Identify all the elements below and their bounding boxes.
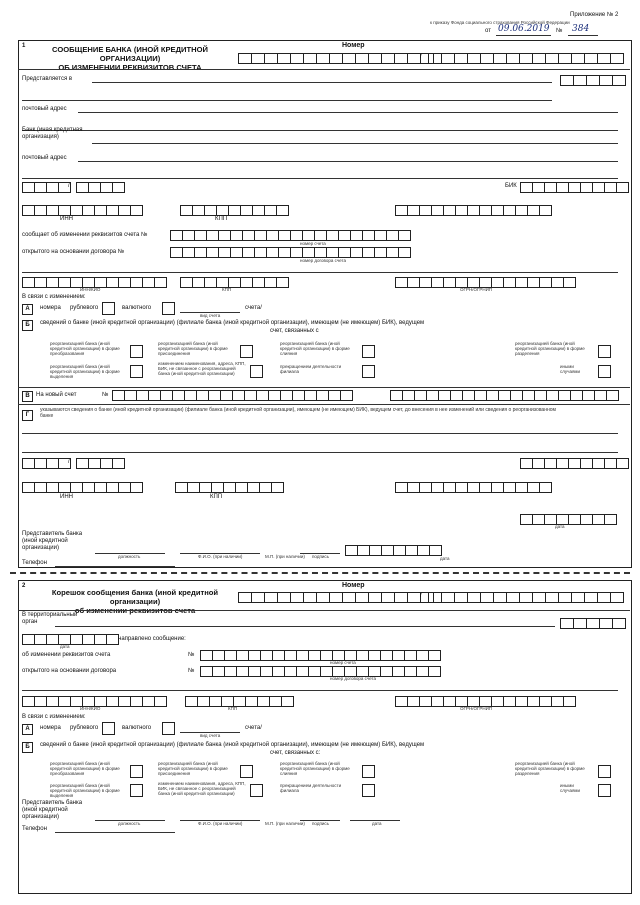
section2-phone-label: Телефон bbox=[22, 826, 47, 832]
section2-ruble-checkbox[interactable] bbox=[102, 722, 115, 735]
rename-checkbox[interactable] bbox=[250, 365, 263, 378]
contract-number-boxes[interactable] bbox=[170, 247, 411, 258]
account-number-boxes[interactable] bbox=[170, 230, 411, 241]
section1-number-boxes[interactable] bbox=[238, 53, 434, 64]
section2-title: Корешок сообщения банка (иной кредитной организации) об изменении реквизитов счета bbox=[51, 588, 219, 616]
phone-line[interactable] bbox=[55, 566, 175, 567]
section2-closed-checkbox[interactable] bbox=[362, 784, 375, 797]
section2-representative-label: Представитель банка (иной кредитной организации) bbox=[22, 800, 83, 820]
closed-checkbox[interactable] bbox=[362, 365, 375, 378]
message-change-label: сообщает об изменении реквизитов счета № bbox=[22, 232, 148, 238]
appendix-number-label: № bbox=[556, 28, 563, 34]
section2-reorg-4-checkbox[interactable] bbox=[598, 765, 611, 778]
appendix-date: 09.06.2019 bbox=[498, 24, 550, 34]
phone-label: Телефон bbox=[22, 560, 47, 566]
appendix-label: Приложение № 2 bbox=[570, 12, 619, 18]
kpp-boxes[interactable] bbox=[180, 205, 289, 216]
postal-address-line[interactable] bbox=[78, 112, 618, 113]
section2-phone-line[interactable] bbox=[55, 832, 175, 833]
reorg-5-checkbox[interactable] bbox=[130, 365, 143, 378]
g-inn-boxes[interactable] bbox=[22, 482, 143, 493]
territorial-label: В территориальный орган bbox=[22, 612, 78, 625]
form-page: Приложение № 2 к приказу Фонда социального страхования Российской Федерации от 09.06.2019 № 384 1 СООБЩЕНИЕ БАНКА (ИНОЙ КРЕДИТНОЙ ОРГАНИЗАЦИИ) ОБ ИЗМЕНЕНИИ РЕКВИЗИТОВ СЧЕТА Номер / Представляется в почтовый адрес Банк (иная кредитная организация) почтовый адрес / БИК ИНН КПП сообщает об изменении реквизитов счета № номер счета открытого на основании договора № номер договора счета ИНН/КИО КПП ОГРН/ОГРНИП В связи с изменением: А номера рублевого валютного счета/ вид счета Б сведений о банке (иной кредитной организации) (филиале банка (иной кредитной организации), имеющем (не имеющем) БИК), ведущем счет, связанных с реорганизацией банка (иной кредитной организации) в форме преобразования реорганизацией банка (иной кредитной организации) в форме присоединения реорганизацией банка (иной кредитной организации) в форме слияния реорганизацией банка (иной кредитной организации) в форме разделения реорганизацией банка (иной кредитной организации) в форме выделения изменением наименования, адреса, КПП, БИК, не связанное с реорганизацией банка (иной кредитной организации) прекращением деятельности филиала иными случаями В На новый счет № Г указываются сведения о банке (иной кредитной организации) (филиале банка (иной кредитной организации), имеющем (не имеющем) БИК), ведущем счет, до внесения в нее изменений или сведения о реорганизованном банке / ИНН КПП дата Представитель банка (иной кредитной организации) должность Ф.И.О. (при наличии) М.П. (при наличии) подпись дата Телефон 2 Корешок сообщения банка (иной кредитной организации) об изменении реквизитов счета Номер / В территориальный орган дата направлено сообщение: об изменении реквизитов счета № номер счета открытого на основании договора № номер договора счета ИНН/КИО КПП ОГРН/ОГРНИП В связи с изменением: А номера рублевого валютного счета/ вид счета Б сведений о банке (иной кредитной организации) (филиале банка (иной кредитной организации), имеющем (не имеющем) БИК), ведущем счет, связанных с: реорганизацией банка (иной кредитной организации) в форме преобразования реорганизацией банка (иной кредитной организации) в форме присоединения реорганизацией банка (иной кредитной организации) в форме слияния реорганизацией банка (иной кредитной организации) в форме разделения реорганизацией банка (иной кредитной организации) в форме выделения изменением наименования, адреса, КПП, БИК, не связанное с реорганизацией банка (иной кредитной организации) прекращением деятельности филиала иными случаями Представитель банка (иной кредитной организации) должность Ф.И.О. (при наличии) М.П. (при наличии) подпись дата Телефон bbox=[0, 0, 640, 905]
other-checkbox[interactable] bbox=[598, 365, 611, 378]
presented-to-line[interactable] bbox=[92, 82, 552, 83]
reorg-1-checkbox[interactable] bbox=[130, 345, 143, 358]
new-contract-boxes[interactable] bbox=[390, 390, 619, 401]
new-account-boxes[interactable] bbox=[112, 390, 353, 401]
bik-boxes[interactable] bbox=[520, 182, 629, 193]
reg-number-boxes[interactable] bbox=[22, 182, 71, 193]
g-kpp-boxes[interactable] bbox=[175, 482, 284, 493]
territorial-code-boxes[interactable] bbox=[560, 75, 626, 86]
reg-number-suffix-boxes[interactable] bbox=[76, 182, 125, 193]
appendix-from-label: от bbox=[485, 28, 491, 34]
g-reg-suffix-boxes[interactable] bbox=[76, 458, 125, 469]
client-kpp-boxes[interactable] bbox=[180, 277, 289, 288]
g-reg-boxes[interactable] bbox=[22, 458, 71, 469]
reorg-2-checkbox[interactable] bbox=[240, 345, 253, 358]
reorg-3-checkbox[interactable] bbox=[362, 345, 375, 358]
section2-rename-checkbox[interactable] bbox=[250, 784, 263, 797]
section2-contract-boxes[interactable] bbox=[200, 666, 441, 677]
section2-date-boxes[interactable] bbox=[22, 634, 119, 645]
section1-number-label: Номер bbox=[342, 42, 365, 49]
section2-reorg-2-checkbox[interactable] bbox=[240, 765, 253, 778]
section2-number-boxes[interactable] bbox=[238, 592, 434, 603]
presented-to-label: Представляется в bbox=[22, 76, 73, 82]
reorg-4-checkbox[interactable] bbox=[598, 345, 611, 358]
rep-date-boxes[interactable] bbox=[345, 545, 442, 556]
section2-currency-checkbox[interactable] bbox=[162, 722, 175, 735]
section2-reorg-1-checkbox[interactable] bbox=[130, 765, 143, 778]
ogrn-boxes[interactable] bbox=[395, 205, 552, 216]
ruble-checkbox[interactable] bbox=[102, 302, 115, 315]
section2-reorg-3-checkbox[interactable] bbox=[362, 765, 375, 778]
section2-territorial-code-boxes[interactable] bbox=[560, 618, 626, 629]
section1-title: СООБЩЕНИЕ БАНКА (ИНОЙ КРЕДИТНОЙ ОРГАНИЗАЦИИ) ОБ ИЗМЕНЕНИИ РЕКВИЗИТОВ СЧЕТА bbox=[52, 45, 208, 73]
appendix-number: 384 bbox=[572, 24, 590, 34]
bank-name-line[interactable] bbox=[92, 143, 618, 144]
bank-label: Банк (иная кредитная организация) bbox=[22, 127, 83, 140]
g-date-boxes[interactable] bbox=[520, 514, 617, 525]
section2-other-checkbox[interactable] bbox=[598, 784, 611, 797]
postal-address-label: почтовый адрес bbox=[22, 106, 67, 112]
section2-number-suffix-boxes[interactable] bbox=[428, 592, 624, 603]
opened-on-contract-label: открытого на основании договора № bbox=[22, 249, 125, 255]
section2-account-boxes[interactable] bbox=[200, 650, 441, 661]
section1-index: 1 bbox=[22, 43, 26, 49]
section2-frame bbox=[18, 580, 632, 894]
representative-label: Представитель банка (иной кредитной организации) bbox=[22, 531, 83, 551]
section2-kpp-boxes[interactable] bbox=[185, 696, 294, 707]
section1-number-suffix-boxes[interactable] bbox=[428, 53, 624, 64]
g-bik-boxes[interactable] bbox=[520, 458, 629, 469]
currency-checkbox[interactable] bbox=[162, 302, 175, 315]
in-connection-label: В связи с изменением: bbox=[22, 294, 86, 300]
g-ogrn-boxes[interactable] bbox=[395, 482, 552, 493]
inn-boxes[interactable] bbox=[22, 205, 143, 216]
postal-address-2-label: почтовый адрес bbox=[22, 155, 67, 161]
section2-reorg-5-checkbox[interactable] bbox=[130, 784, 143, 797]
cut-line bbox=[10, 572, 630, 574]
appendix-caption: к приказу Фонда социального страхования Российской Федерации bbox=[430, 20, 570, 25]
